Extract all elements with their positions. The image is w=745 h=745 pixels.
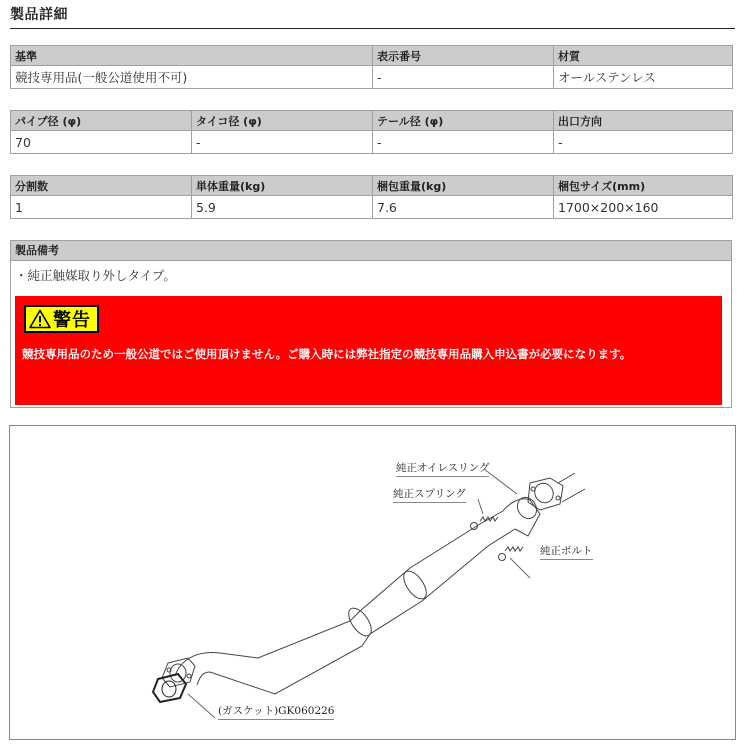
warning-badge (24, 305, 99, 333)
spec-table-diameters (10, 110, 733, 154)
remarks-note: ・純正触媒取り外しタイプ。 (15, 268, 176, 283)
header-muffler-diameter: タイコ径 (φ) (192, 111, 373, 131)
header-exit-direction: 出口方向 (554, 111, 733, 131)
value-package-weight: 7.6 (373, 196, 554, 219)
warning-label: 警告 (53, 310, 91, 331)
header-package-size: 梱包サイズ(mm) (554, 176, 733, 196)
warning-triangle-icon (29, 309, 51, 329)
remarks-header: 製品備考 (11, 241, 731, 261)
warning-box (15, 296, 722, 405)
header-display-number: 表示番号 (373, 46, 554, 66)
exhaust-pipe-illustration (10, 426, 737, 741)
spec-table-weights (10, 175, 733, 219)
page-title: 製品詳細 (10, 7, 68, 23)
value-muffler-diameter: - (192, 131, 373, 154)
value-material: オールステンレス (554, 66, 733, 89)
spec-table-standard (10, 45, 733, 89)
header-standard: 基準 (11, 46, 373, 66)
value-standard: 競技専用品(一般公道使用不可) (11, 66, 373, 89)
header-material: 材質 (554, 46, 733, 66)
header-tail-diameter: テール径 (φ) (373, 111, 554, 131)
value-pipe-diameter: 70 (11, 131, 192, 154)
product-remarks (10, 240, 732, 408)
value-exit-direction: - (554, 131, 733, 154)
value-segments: 1 (11, 196, 192, 219)
value-display-number: - (373, 66, 554, 89)
callout-gasket: (ガスケット)GK060226 (218, 703, 334, 720)
callout-oil-ring: 純正オイレスリング (396, 460, 489, 477)
title-divider (10, 28, 735, 29)
callout-bolt: 純正ボルト (540, 543, 593, 560)
callout-spring: 純正スプリング (393, 486, 466, 503)
warning-text: 競技専用品のため一般公道ではご使用頂けません。ご購入時には弊社指定の競技専用品購入申込書が必要になります。 (22, 347, 632, 361)
header-segments: 分割数 (11, 176, 192, 196)
value-tail-diameter: - (373, 131, 554, 154)
header-unit-weight: 単体重量(kg) (192, 176, 373, 196)
value-package-size: 1700×200×160 (554, 196, 733, 219)
header-pipe-diameter: パイプ径 (φ) (11, 111, 192, 131)
value-unit-weight: 5.9 (192, 196, 373, 219)
product-diagram (9, 425, 736, 740)
header-package-weight: 梱包重量(kg) (373, 176, 554, 196)
